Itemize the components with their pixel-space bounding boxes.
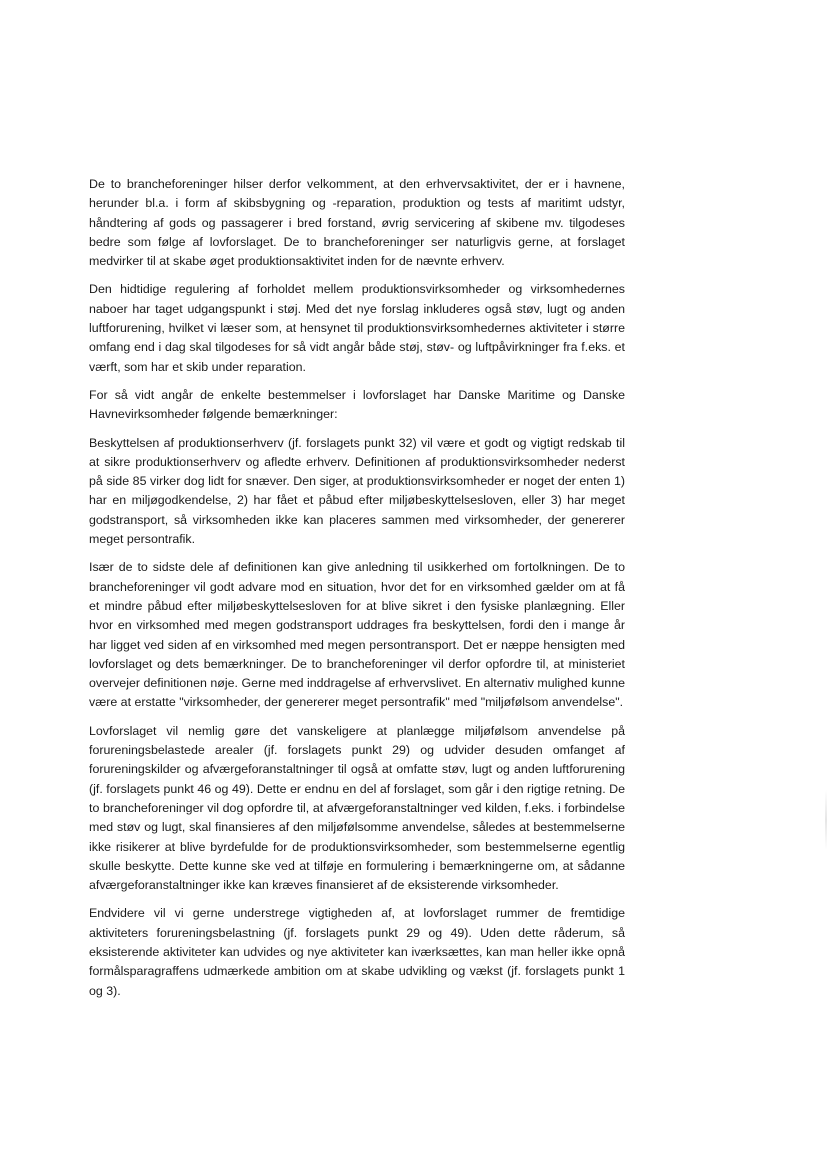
- paragraph-production-protection: Beskyttelsen af produktionserhverv (jf. forslagets punkt 32) vil være et godt og vigtigt redskab til at sikre produktionserhverv og afledte erhverv. Definitionen af produktionsvirksomheder nederst på side 85 virker dog lidt for snæver. Den siger, at produktionsvirksomheder er noget der enten 1) har en miljøgodkendelse, 2) har fået et påbud efter miljøbeskyttelsesloven, eller 3) har meget godstransport, så virksomheden ikke kan placeres sammen med virksomheder, der genererer meget persontrafik.: [89, 435, 625, 547]
- paragraph-pollution-measures: Lovforslaget vil nemlig gøre det vanskeligere at planlægge miljøfølsom anvendelse på forureningsbelastede arealer (jf. forslagets punkt 29) og udvider desuden omfanget af forureningskilder og afværgeforanstaltninger til også at omfatte støv, lugt og anden luftforurening (jf. forslagets punkt 46 og 49). Dette er endnu en del af forslaget, som går i den rigtige retning. De to brancheforeninger vil dog opfordre til, at afværgeforanstaltninger ved kilden, f.eks. i forbindelse med støv og lugt, skal finansieres af den miljøfølsomme anvendelse, således at bestemmelserne ikke risikerer at blive byrdefulde for de produktionsvirksomheder, som bestemmelserne egentlig skulle beskytte. Dette kunne ske ved at tilføje en formulering i bemærkningerne om, at sådanne afværgeforanstaltninger ikke kan kræves finansieret af de eksisterende virksomheder.: [89, 723, 625, 893]
- paragraph-welcome-activity: De to brancheforeninger hilser derfor velkomment, at den erhvervsaktivitet, der er i havnene, herunder bl.a. i form af skibsbygning og -reparation, produktion og tests af maritimt udstyr, håndtering af gods og passagerer i bred forstand, øvrig servicering af skibene mv. tilgodeses bedre som følge af lovforslaget. De to brancheforeninger ser naturligvis gerne, at forslaget medvirker til at skabe øget produktionsaktivitet inden for de nævnte erhverv.: [89, 177, 625, 269]
- paragraph-remarks-intro: For så vidt angår de enkelte bestemmelser i lovforslaget har Danske Maritime og Danske Havnevirksomheder følgende bemærkninger:: [89, 387, 625, 422]
- paragraph-definition-uncertainty: Især de to sidste dele af definitionen kan give anledning til usikkerhed om fortolkningen. De to brancheforeninger vil godt advare mod en situation, hvor det for en virksomhed gælder om at få et mindre påbud efter miljøbeskyttelsesloven for at blive sikret i den fysiske planlægning. Eller hvor en virksomhed med megen godstransport uddrages fra beskyttelsen, fordi den i mange år har ligget ved siden af en virksomhed med megen persontransport. Det er næppe hensigten med lovforslaget og dets bemærkninger. De to brancheforeninger vil derfor opfordre til, at ministeriet overvejer definitionen nøje. Gerne med inddragelse af erhvervslivet. En alternativ mulighed kunne være at erstatte "virksomheder, der genererer meget persontrafik" med "miljøfølsom anvendelse".: [89, 560, 625, 710]
- paragraph-regulation-noise: Den hidtidige regulering af forholdet mellem produktionsvirksomheder og virksomhedernes naboer har taget udgangspunkt i støj. Med det nye forslag inkluderes også støv, lugt og anden luftforurening, hvilket vi læser som, at hensynet til produktionsvirksomhedernes aktiviteter i større omfang end i dag skal tilgodeses for så vidt angår både støj, støv- og luftpåvirkninger fra f.eks. et værft, som har et skib under reparation.: [89, 282, 625, 374]
- paragraph-future-activities: Endvidere vil vi gerne understrege vigtigheden af, at lovforslaget rummer de fremtidige aktiviteters forureningsbelastning (jf. forslagets punkt 29 og 49). Uden dette råderum, så eksisterende aktiviteter kan udvides og nye aktiviteter kan iværksættes, kan man heller ikke opnå formålsparagraffens udmærkede ambition om at skabe udvikling og vækst (jf. forslagets punkt 1 og 3).: [89, 906, 625, 998]
- document-body: [89, 175, 625, 1010]
